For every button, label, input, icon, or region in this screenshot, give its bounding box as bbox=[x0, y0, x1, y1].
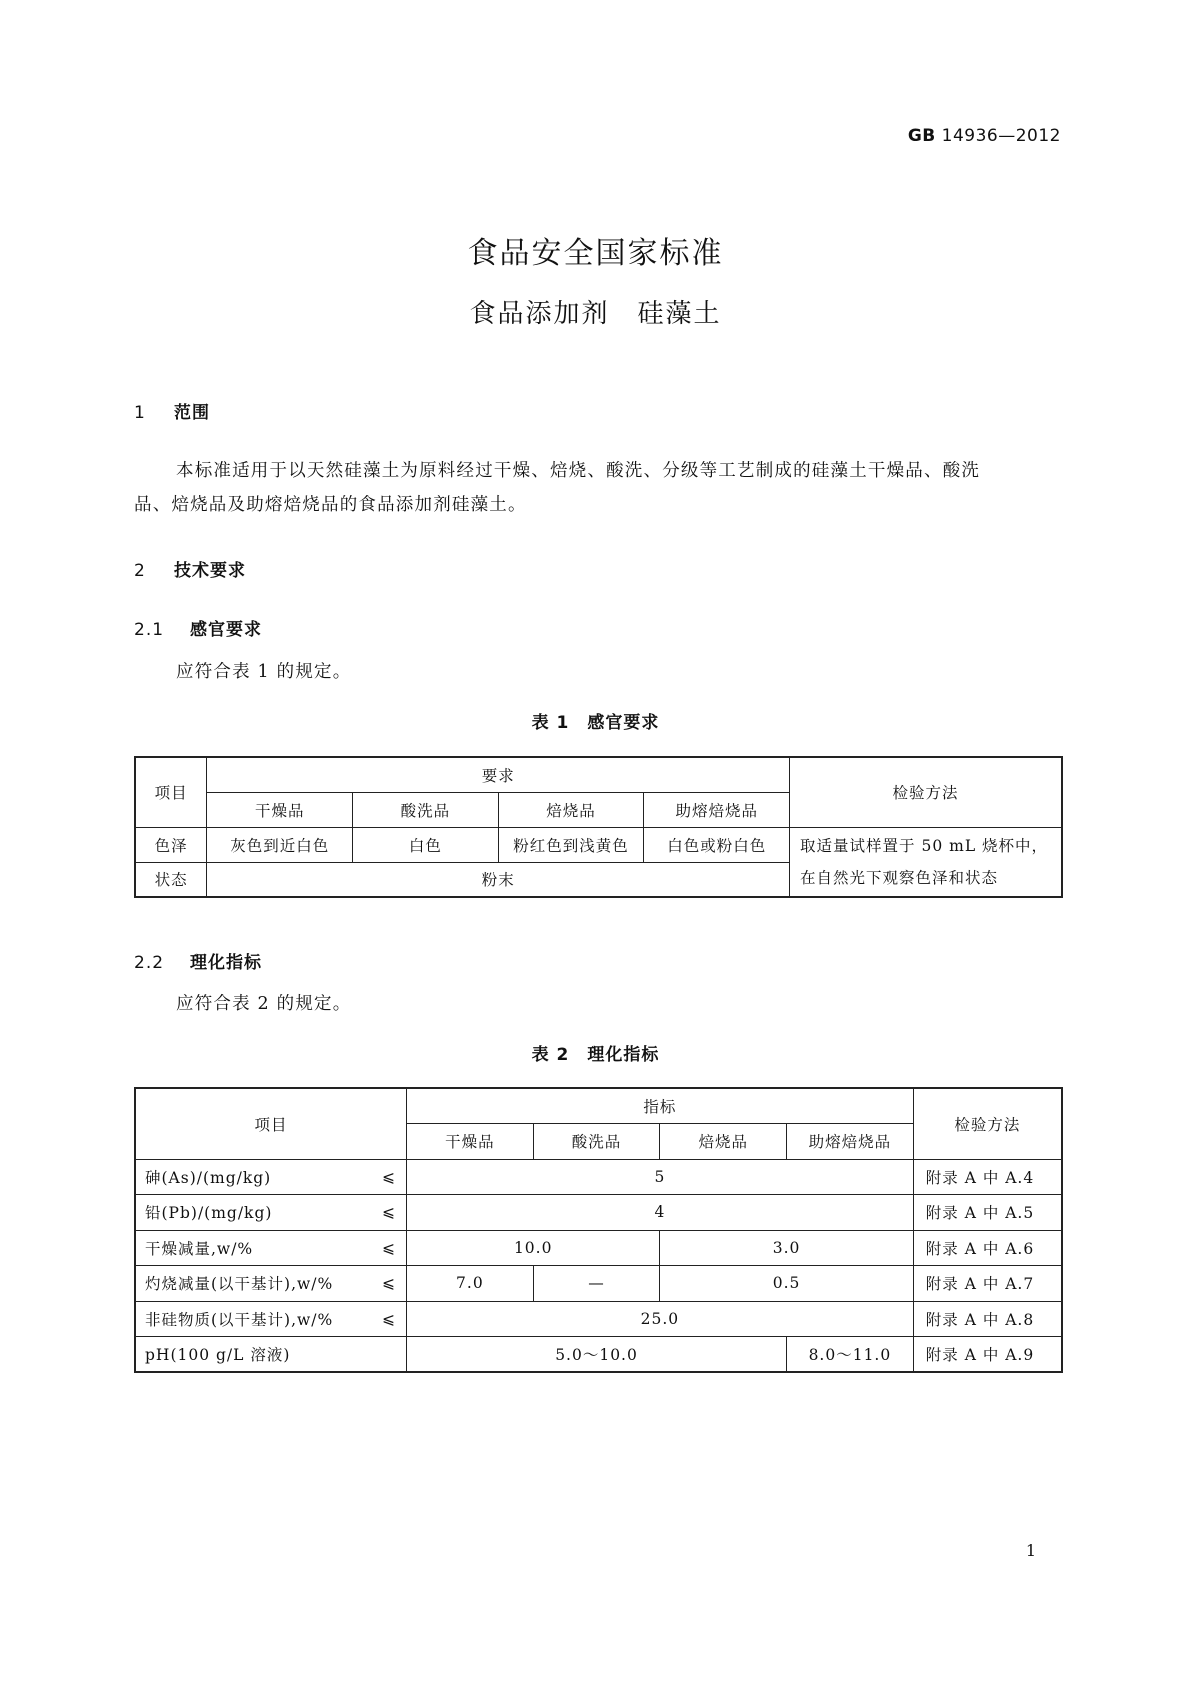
t1-row-label: 状态 bbox=[135, 862, 207, 897]
section-1-title: 范围 bbox=[174, 403, 210, 423]
t2-row-label bbox=[135, 1337, 407, 1373]
section-1-heading bbox=[134, 398, 210, 423]
section-2-2-heading bbox=[134, 948, 262, 973]
t2-label-text: 非硅物质(以干基计),w/% bbox=[145, 1310, 334, 1329]
section-2-2-number: 2.2 bbox=[134, 953, 165, 973]
t2-method: 附录 A 中 A.7 bbox=[913, 1266, 1062, 1302]
t1-cell: 白色 bbox=[353, 827, 499, 862]
section-2-2-title: 理化指标 bbox=[190, 953, 262, 973]
t2-header-item: 项目 bbox=[135, 1088, 407, 1159]
t1-method-cell bbox=[790, 827, 1062, 897]
t2-row-label bbox=[135, 1266, 407, 1302]
t1-header-requirement: 要求 bbox=[207, 757, 790, 792]
t1-header-item: 项目 bbox=[135, 757, 207, 827]
t2-cell: 5.0～10.0 bbox=[407, 1337, 787, 1373]
t2-label-text: 砷(As)/(mg/kg) bbox=[145, 1168, 272, 1187]
t1-method-line2: 在自然光下观察色泽和状态 bbox=[800, 868, 999, 887]
t2-cell: — bbox=[533, 1266, 660, 1302]
t2-cell: 4 bbox=[407, 1195, 914, 1231]
t2-subheader: 焙烧品 bbox=[660, 1124, 787, 1160]
section-2-2-text: 应符合表 2 的规定。 bbox=[176, 994, 352, 1014]
t2-label-text: 干燥减量,w/% bbox=[145, 1239, 254, 1258]
standard-code-number: 14936—2012 bbox=[941, 126, 1061, 146]
table-2-caption: 表 2 理化指标 bbox=[531, 1045, 660, 1065]
section-1-paragraph-line2: 品、焙烧品及助熔焙烧品的食品添加剂硅藻土。 bbox=[134, 495, 527, 515]
t1-subheader: 干燥品 bbox=[207, 792, 353, 827]
less-equal-sign: ⩽ bbox=[382, 1167, 397, 1186]
t2-cell: 0.5 bbox=[660, 1266, 913, 1302]
table-1-caption: 表 1 感官要求 bbox=[531, 713, 660, 733]
table-2-physicochemical bbox=[134, 1087, 1063, 1373]
t2-cell: 5 bbox=[407, 1159, 914, 1195]
t1-cell: 粉末 bbox=[207, 862, 790, 897]
t1-cell: 灰色到近白色 bbox=[207, 827, 353, 862]
section-2-1-text: 应符合表 1 的规定。 bbox=[176, 662, 352, 682]
document-subtitle: 食品添加剂 硅藻土 bbox=[469, 299, 722, 329]
t2-method: 附录 A 中 A.4 bbox=[913, 1159, 1062, 1195]
t2-cell: 25.0 bbox=[407, 1301, 914, 1337]
t2-method: 附录 A 中 A.8 bbox=[913, 1301, 1062, 1337]
t2-row-label bbox=[135, 1159, 407, 1195]
section-1-number: 1 bbox=[134, 403, 146, 423]
t1-subheader: 助熔焙烧品 bbox=[644, 792, 790, 827]
section-2-title: 技术要求 bbox=[174, 561, 246, 581]
section-2-1-number: 2.1 bbox=[134, 620, 165, 640]
t2-label-text: 灼烧减量(以干基计),w/% bbox=[145, 1275, 334, 1294]
t2-row-label bbox=[135, 1195, 407, 1231]
t2-label-text: pH(100 g/L 溶液) bbox=[145, 1346, 291, 1364]
less-equal-sign: ⩽ bbox=[382, 1274, 397, 1293]
t1-row-label: 色泽 bbox=[135, 827, 207, 862]
section-2-heading bbox=[134, 556, 246, 581]
standard-code-prefix: GB bbox=[907, 126, 936, 146]
section-1-paragraph-line1: 本标准适用于以天然硅藻土为原料经过干燥、焙烧、酸洗、分级等工艺制成的硅藻土干燥品、酸洗 bbox=[176, 461, 981, 481]
t2-method: 附录 A 中 A.9 bbox=[913, 1337, 1062, 1373]
standard-code bbox=[908, 126, 1061, 146]
t1-cell: 粉红色到浅黄色 bbox=[498, 827, 644, 862]
t2-header-method: 检验方法 bbox=[913, 1088, 1062, 1159]
t2-header-index: 指标 bbox=[407, 1088, 914, 1124]
t2-cell: 10.0 bbox=[407, 1230, 660, 1266]
page-number: 1 bbox=[1025, 1541, 1036, 1560]
t1-subheader: 酸洗品 bbox=[353, 792, 499, 827]
t2-subheader: 干燥品 bbox=[407, 1124, 534, 1160]
section-2-1-title: 感官要求 bbox=[190, 620, 262, 640]
less-equal-sign: ⩽ bbox=[382, 1203, 397, 1222]
t2-subheader: 助熔焙烧品 bbox=[787, 1124, 914, 1160]
less-equal-sign: ⩽ bbox=[382, 1238, 397, 1257]
table-1-sensory bbox=[134, 756, 1063, 898]
t2-row-label bbox=[135, 1230, 407, 1266]
t1-cell: 白色或粉白色 bbox=[644, 827, 790, 862]
t1-header-method: 检验方法 bbox=[790, 757, 1062, 827]
t2-cell: 7.0 bbox=[407, 1266, 534, 1302]
t2-label-text: 铅(Pb)/(mg/kg) bbox=[145, 1204, 273, 1223]
t2-cell: 8.0～11.0 bbox=[787, 1337, 914, 1373]
t2-cell: 3.0 bbox=[660, 1230, 913, 1266]
t2-method: 附录 A 中 A.5 bbox=[913, 1195, 1062, 1231]
t1-subheader: 焙烧品 bbox=[498, 792, 644, 827]
section-2-1-heading bbox=[134, 615, 262, 640]
t1-method-line1: 取适量试样置于 50 mL 烧杯中， bbox=[800, 836, 1049, 855]
less-equal-sign: ⩽ bbox=[382, 1309, 397, 1328]
t2-row-label bbox=[135, 1301, 407, 1337]
section-2-number: 2 bbox=[134, 561, 146, 581]
t2-subheader: 酸洗品 bbox=[533, 1124, 660, 1160]
document-title: 食品安全国家标准 bbox=[467, 236, 724, 271]
t2-method: 附录 A 中 A.6 bbox=[913, 1230, 1062, 1266]
